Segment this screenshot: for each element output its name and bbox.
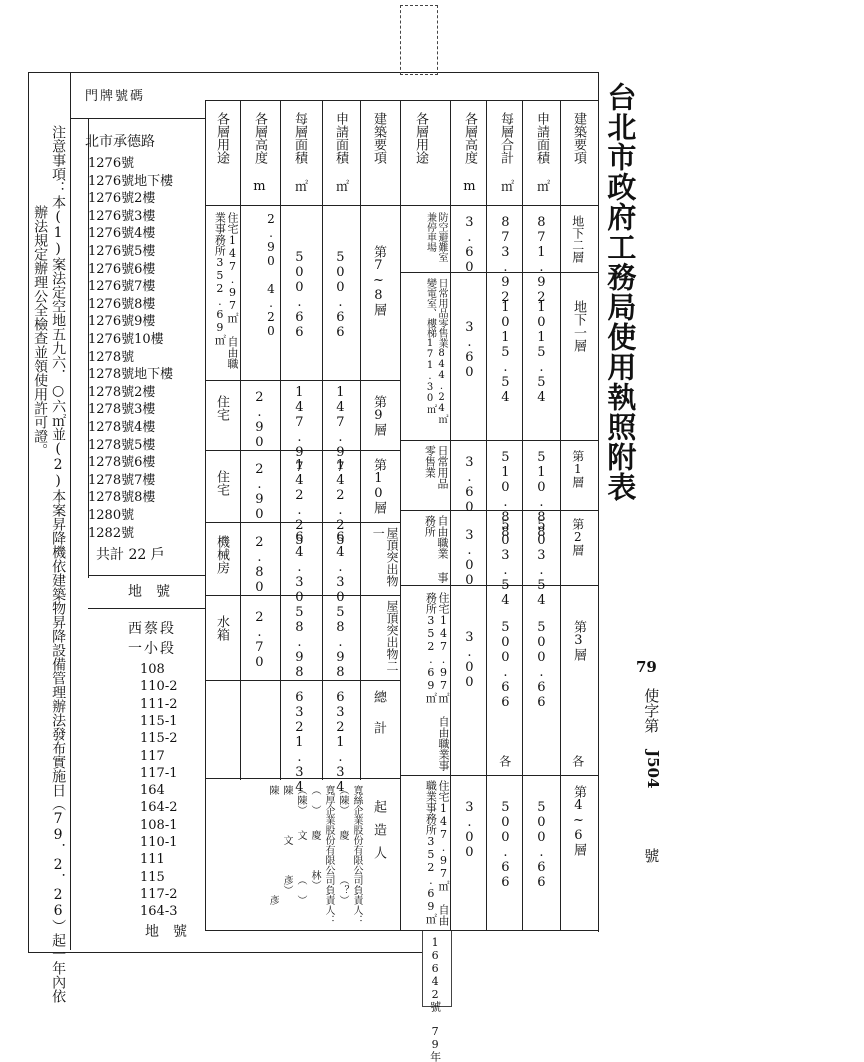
upper-hline-1 <box>400 205 598 206</box>
upper-label-item: 建築要項 <box>570 112 586 164</box>
upper-col-head: 地下一層 <box>570 300 586 352</box>
address-hline-1 <box>70 118 205 119</box>
lot-footer: 地 號 <box>145 924 187 940</box>
document-title: 台北市政府工務局使用執照附表 <box>603 82 638 502</box>
lower-col-head: 總計 <box>370 690 386 752</box>
lower-cell-area: 58.98 <box>332 605 348 680</box>
address-entry: 1282號 <box>88 525 135 541</box>
upper-hline-6 <box>400 775 598 776</box>
lower-hline-1 <box>205 205 400 206</box>
lower-cell-area: 147.97 <box>332 385 348 475</box>
address-street: 北市承德路 <box>85 134 155 150</box>
permit-label: 使字第 <box>642 688 661 733</box>
lower-hline-2 <box>205 380 400 381</box>
upper-divider-2 <box>522 100 523 930</box>
address-entry: 1276號 <box>88 156 135 171</box>
address-entry: 1278號4樓 <box>88 420 156 435</box>
address-entry: 1276號7樓 <box>88 279 156 295</box>
upper-cell-use: 住宅147.97㎡ 自由職業事務所352.69㎡ <box>424 592 450 771</box>
upper-cell-area: 510.88 <box>533 450 549 540</box>
notes-line-2: 辦法規定辦理公全檢查並領使用許可證。 <box>32 205 49 457</box>
lower-col-head: 屋頂突出物二 <box>385 600 399 672</box>
upper-cell-total: 510.88 <box>497 450 513 540</box>
upper-cell-height: 3.00 <box>461 528 477 588</box>
lower-col-head: 第7~8層 <box>370 245 386 316</box>
lower-label-total: 每層面積 ㎡ <box>291 112 307 192</box>
lower-divider-2 <box>322 100 323 780</box>
upper-label-height: 各層高度 m <box>461 112 477 194</box>
lower-cell-height: 2.90 4.20 <box>264 212 278 338</box>
lower-cell-use: 水箱 <box>213 615 229 641</box>
builder-label: 起造人 <box>370 800 386 869</box>
lot-entry: 115 <box>140 869 165 885</box>
address-hline-2 <box>88 575 205 576</box>
lot-entry: 110-1 <box>140 835 178 850</box>
lower-cell-height: 2.80 <box>251 535 267 595</box>
lower-cell-height: 2.90 <box>251 462 267 522</box>
address-entry: 1276號地下樓 <box>88 173 174 189</box>
lot-entry: 108 <box>140 662 165 677</box>
upper-cell-height: 3.00 <box>461 800 477 860</box>
upper-label-area: 申請面積 ㎡ <box>533 112 549 192</box>
address-entry: 1278號2樓 <box>88 384 156 400</box>
upper-hline-3 <box>400 440 598 441</box>
address-hline-3 <box>88 608 205 609</box>
lower-col-head: 第9層 <box>370 395 386 436</box>
builder-line: （陳） 文 （ ） <box>295 785 306 905</box>
address-entry: 1276號3樓 <box>88 208 156 224</box>
address-total: 共計 22 戶 <box>96 547 165 563</box>
lower-cell-total: 142.25 <box>291 458 307 548</box>
upper-cell-total: 873.92 <box>497 215 513 305</box>
upper-table-top <box>400 100 598 101</box>
lower-table-left <box>205 100 206 930</box>
upper-cell-total: 503.54 <box>497 518 513 608</box>
address-entry: 1276號5樓 <box>88 244 156 259</box>
lower-divider-1 <box>360 100 361 780</box>
lower-col-head: 第10層 <box>370 458 386 514</box>
upper-cell-use: 住宅147.97㎡ 自由職業事務所352.69㎡ <box>424 780 450 926</box>
lot-entry: 117-2 <box>140 886 178 902</box>
upper-cell-height: 3.60 <box>461 455 477 515</box>
address-entry: 1278號7樓 <box>88 472 156 488</box>
address-entry: 1280號 <box>88 508 135 523</box>
address-entry: 1278號3樓 <box>88 402 156 418</box>
builder-line: 陳 文 彥） <box>281 785 292 895</box>
lower-cell-use: 機械房 <box>213 535 229 574</box>
upper-cell-area: 871.92 <box>533 215 549 305</box>
upper-table-right <box>598 72 599 932</box>
lot-entry: 117-1 <box>140 765 178 781</box>
lower-label-area: 申請面積 ㎡ <box>332 112 348 192</box>
lot-subsection: 一小段 <box>128 641 176 657</box>
lower-cell-use: 住宅 <box>213 395 229 421</box>
upper-cell-area: 1015.54 <box>533 300 549 405</box>
lower-cell-total: 500.66 <box>291 250 307 340</box>
address-entry: 1276號9樓 <box>88 314 156 330</box>
lot-header: 地 號 <box>128 584 170 600</box>
address-entry: 1276號4樓 <box>88 226 156 242</box>
upper-cell-area: 500.66 <box>533 620 549 710</box>
lower-cell-area: 142.25 <box>332 458 348 548</box>
upper-cell-each: 各 <box>570 755 585 767</box>
lower-cell-total: 6321.34 <box>291 690 307 795</box>
lower-cell-area: 500.66 <box>332 250 348 340</box>
address-entry: 1278號5樓 <box>88 437 156 453</box>
lower-cell-use: 住宅147.97㎡ 自由職業事務所352.69㎡ <box>213 212 239 369</box>
upper-col-head: 第2層 <box>570 518 585 556</box>
upper-cell-total: 500.66 <box>497 800 513 890</box>
upper-table-left <box>400 100 401 930</box>
permit-number: J504 <box>644 750 662 789</box>
address-entry: 1276號10樓 <box>88 332 164 347</box>
upper-cell-height: 3.00 <box>461 630 477 690</box>
upper-col-head: 第3層 <box>570 620 586 661</box>
upper-col-head: 第1層 <box>570 450 585 488</box>
upper-cell-use: 自由職業 事務所 <box>423 515 449 583</box>
builder-line: 寬厚企業股份有限公司負責人： <box>323 785 334 925</box>
upper-col-head: 第4~6層 <box>570 785 586 856</box>
address-entry: 1276號6樓 <box>88 261 156 277</box>
lower-cell-use: 住宅 <box>213 470 229 496</box>
lower-cell-height: 2.90 <box>251 390 267 450</box>
upper-divider-3 <box>486 100 487 930</box>
upper-cell-area: 500.66 <box>533 800 549 890</box>
address-entry: 1278號 <box>88 349 135 365</box>
lower-label-use: 各層用途 <box>213 112 229 164</box>
upper-cell-use: 日常用品零售業844.24㎡ 變電室、樓梯171.30㎡ <box>424 278 447 424</box>
lot-entry: 164-2 <box>140 800 178 816</box>
lower-cell-area: 6321.34 <box>332 690 348 795</box>
upper-cell-total: 1015.54 <box>497 300 513 405</box>
stamp-text: 16642號 79年 <box>428 936 442 1062</box>
top-stamp <box>400 5 438 75</box>
outer-frame-left <box>28 72 29 952</box>
lot-section: 西蔡段 <box>128 621 176 637</box>
lower-table-bottom <box>205 930 400 931</box>
lot-entry: 108-1 <box>140 817 178 833</box>
lot-entry: 164-3 <box>140 904 178 920</box>
upper-cell-area: 503.54 <box>533 518 549 608</box>
upper-cell-use: 日常用品 零售業 <box>423 445 449 489</box>
lot-entry: 164 <box>140 783 165 799</box>
upper-cell-use: 防空避難室 兼停車場 <box>424 212 447 262</box>
lower-divider-3 <box>280 100 281 780</box>
permit-prefix: 79 <box>636 658 657 676</box>
builder-line: （陳） 慶 （？） <box>337 785 348 905</box>
lower-cell-total: 58.98 <box>291 605 307 680</box>
lower-cell-total: 64.30 <box>291 530 307 605</box>
outer-frame-top <box>28 72 598 73</box>
upper-label-use: 各層用途 <box>412 112 428 164</box>
lower-divider-4 <box>240 100 241 780</box>
lower-label-height: 各層高度 m <box>251 112 267 194</box>
outer-frame-bottom <box>28 952 423 953</box>
upper-table-bottom <box>400 930 598 931</box>
lot-entry: 110-2 <box>140 679 178 695</box>
lot-entry: 115-1 <box>140 713 178 729</box>
lot-entry: 111-2 <box>140 696 178 712</box>
address-entry: 1278號8樓 <box>88 490 156 506</box>
address-entry: 1276號2樓 <box>88 191 156 207</box>
lot-entry: 111 <box>140 852 165 868</box>
lower-cell-total: 147.97 <box>291 385 307 475</box>
upper-label-total: 每層合計 ㎡ <box>497 112 513 192</box>
builder-list <box>212 785 362 925</box>
address-entry: 1276號8樓 <box>88 296 156 312</box>
upper-cell-total: 500.66 <box>497 620 513 710</box>
builder-line: （ ） 慶 林） <box>309 785 320 890</box>
upper-cell-height: 3.60 <box>461 320 477 380</box>
permit-suffix: 號 <box>642 848 661 863</box>
builder-line: 寬絲企業股份有限公司負責人： <box>351 785 362 925</box>
address-header: 門牌號碼 <box>85 89 146 104</box>
lower-col-head: 屋頂突出物一 <box>371 527 399 587</box>
approval-stamp <box>422 930 452 1062</box>
builder-line: 陳 彥 <box>267 785 278 905</box>
lower-table-top <box>205 100 400 101</box>
lower-label-item: 建築要項 <box>370 112 386 164</box>
address-entry: 1278號6樓 <box>88 455 156 471</box>
address-table-left <box>70 72 71 950</box>
lot-entry: 115-2 <box>140 731 178 747</box>
upper-cell-each-2: 各 <box>497 755 512 767</box>
upper-cell-height: 3.60 <box>461 215 477 275</box>
upper-divider-4 <box>450 100 451 930</box>
upper-col-head: 地下二層 <box>570 215 585 263</box>
notes-line-1: 注意事項：本(1)案法定空地五九六．○六㎡並(2)本案昇降機依建築物昇降設備管理辦法發布實施日（79．2．26）起一年內依 <box>50 125 67 1003</box>
address-entry: 1278號地下樓 <box>88 367 174 383</box>
lower-hline-6 <box>205 680 400 681</box>
upper-divider-1 <box>560 100 561 930</box>
lot-entry: 117 <box>140 748 165 764</box>
lower-cell-height: 2.70 <box>251 610 267 670</box>
lower-cell-area: 64.30 <box>332 530 348 605</box>
